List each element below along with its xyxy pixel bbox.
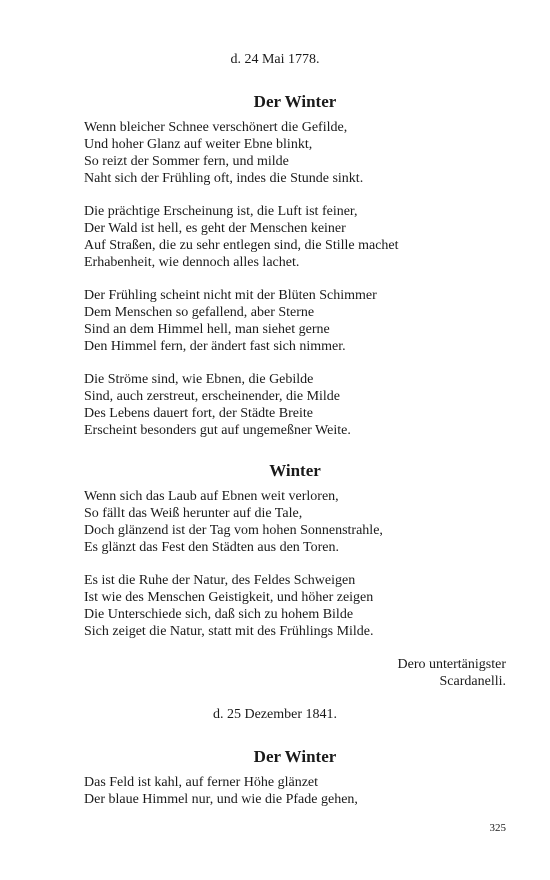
verse-line: Ist wie des Menschen Geistigkeit, und höher zeigen <box>84 590 374 605</box>
verse-line: Es glänzt das Fest den Städten aus den Toren. <box>84 540 339 555</box>
verse-line: Die Unterschiede sich, daß sich zu hohem Bilde <box>84 607 354 622</box>
verse-line: Die prächtige Erscheinung ist, die Luft ist feiner, <box>84 204 358 219</box>
verse-line: So fällt das Weiß herunter auf die Tale, <box>84 506 303 521</box>
verse-line: Dem Menschen so gefallend, aber Sterne <box>84 305 315 320</box>
verse-line: Es ist die Ruhe der Natur, des Feldes Schweigen <box>84 573 356 588</box>
poem-title: Der Winter <box>253 92 337 111</box>
verse-line: Wenn sich das Laub auf Ebnen weit verloren, <box>84 489 339 504</box>
verse-line: Das Feld ist kahl, auf ferner Höhe glänzet <box>84 775 319 790</box>
verse-line: Der Wald ist hell, es geht der Menschen keiner <box>84 221 346 236</box>
poem-date: d. 25 Dezember 1841. <box>212 707 338 722</box>
poem-date: d. 24 Mai 1778. <box>230 52 320 67</box>
verse-line: Auf Straßen, die zu sehr entlegen sind, die Stille machet <box>84 238 399 253</box>
stanza <box>84 203 524 271</box>
verse-line: Der blaue Himmel nur, und wie die Pfade gehen, <box>84 792 358 807</box>
verse-line: Doch glänzend ist der Tag vom hohen Sonnenstrahle, <box>84 523 383 538</box>
stanza <box>84 287 524 355</box>
verse-line: Den Himmel fern, der ändert fast sich nimmer. <box>84 339 346 354</box>
signature-line: Dero untertänigster <box>397 657 506 672</box>
verse-line: Erhabenheit, wie dennoch alles lachet. <box>84 255 300 270</box>
verse-line: Erscheint besonders gut auf ungemeßner Weite. <box>84 423 351 438</box>
stanza <box>84 488 524 556</box>
verse-line: Des Lebens dauert fort, der Städte Breite <box>84 406 313 421</box>
page-number: 325 <box>489 822 506 834</box>
stanza <box>84 572 524 640</box>
verse-line: Die Ströme sind, wie Ebnen, die Gebilde <box>84 372 314 387</box>
verse-line: Sind an dem Himmel hell, man siehet gerne <box>84 322 330 337</box>
signature-line: Scardanelli. <box>439 674 506 689</box>
poem-title: Winter <box>269 461 321 480</box>
verse-line: So reizt der Sommer fern, und milde <box>84 154 289 169</box>
verse-line: Naht sich der Frühling oft, indes die Stunde sinkt. <box>84 171 364 186</box>
stanza <box>84 774 524 808</box>
signature <box>398 656 506 690</box>
verse-line: Und hoher Glanz auf weiter Ebne blinkt, <box>84 137 313 152</box>
verse-line: Sich zeiget die Natur, statt mit des Frühlings Milde. <box>84 624 374 639</box>
stanza <box>84 119 524 187</box>
stanza <box>84 371 524 439</box>
verse-line: Sind, auch zerstreut, erscheinender, die Milde <box>84 389 341 404</box>
verse-line: Wenn bleicher Schnee verschönert die Gefilde, <box>84 120 348 135</box>
verse-line: Der Frühling scheint nicht mit der Blüten Schimmer <box>84 288 377 303</box>
poem-title: Der Winter <box>253 747 337 766</box>
